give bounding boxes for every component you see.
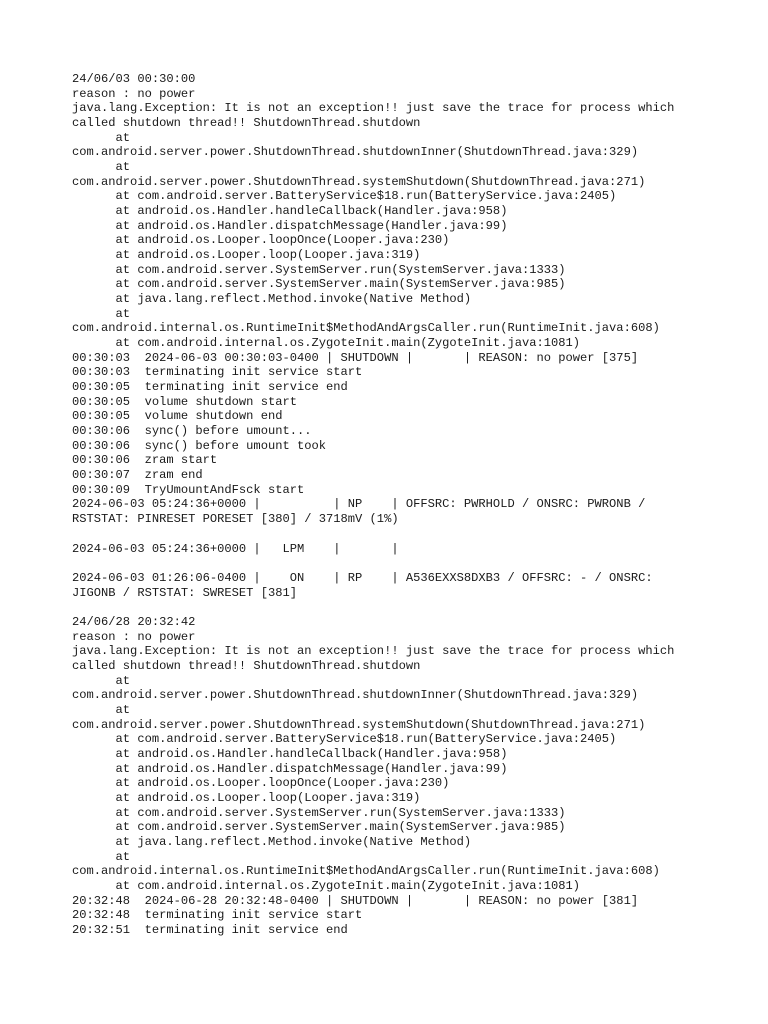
log-line: com.android.server.power.ShutdownThread.systemShutdown(ShutdownThread.java:271)	[72, 174, 646, 189]
log-line: called shutdown thread!! ShutdownThread.shutdown	[72, 116, 421, 131]
log-line: 24/06/03 00:30:00	[72, 72, 196, 86]
log-line: at android.os.Handler.handleCallback(Handler.java:958)	[72, 746, 508, 761]
log-line: 00:30:07 zram end	[72, 468, 203, 483]
log-document	[72, 72, 712, 938]
log-line: at java.lang.reflect.Method.invoke(Native Method)	[72, 292, 472, 307]
log-line: com.android.server.power.ShutdownThread.shutdownInner(ShutdownThread.java:329)	[72, 688, 639, 703]
log-line: at android.os.Looper.loopOnce(Looper.java:230)	[72, 233, 450, 248]
log-line: 00:30:06 sync() before umount took	[72, 438, 327, 453]
log-line: at com.android.server.BatteryService$18.run(BatteryService.java:2405)	[72, 732, 617, 747]
log-line: 20:32:48 terminating init service start	[72, 908, 363, 923]
log-line: 00:30:03 terminating init service start	[72, 365, 363, 380]
log-line: at	[72, 673, 131, 688]
log-line: called shutdown thread!! ShutdownThread.shutdown	[72, 658, 421, 673]
log-line: 20:32:51 terminating init service end	[72, 922, 348, 937]
log-line: java.lang.Exception: It is not an exception!! just save the trace for process which	[72, 101, 675, 116]
log-line: at android.os.Handler.dispatchMessage(Handler.java:99)	[72, 761, 508, 776]
log-line: at com.android.server.SystemServer.run(SystemServer.java:1333)	[72, 805, 566, 820]
log-line: at com.android.server.SystemServer.main(SystemServer.java:985)	[72, 277, 566, 292]
log-line: com.android.server.power.ShutdownThread.systemShutdown(ShutdownThread.java:271)	[72, 717, 646, 732]
log-line: 00:30:05 volume shutdown start	[72, 394, 297, 409]
log-line: com.android.server.power.ShutdownThread.shutdownInner(ShutdownThread.java:329)	[72, 145, 639, 160]
log-line: at android.os.Handler.dispatchMessage(Handler.java:99)	[72, 218, 508, 233]
log-line: reason : no power	[72, 86, 196, 101]
log-line: at android.os.Looper.loop(Looper.java:319)	[72, 790, 421, 805]
log-line: at com.android.internal.os.ZygoteInit.main(ZygoteInit.java:1081)	[72, 336, 581, 351]
log-line: RSTSTAT: PINRESET PORESET [380] / 3718mV (1%)	[72, 512, 399, 527]
log-line	[72, 600, 712, 615]
log-line: 00:30:09 TryUmountAndFsck start	[72, 482, 305, 497]
log-line: 2024-06-03 05:24:36+0000 | LPM | |	[72, 541, 399, 556]
log-line: com.android.internal.os.RuntimeInit$MethodAndArgsCaller.run(RuntimeInit.java:608)	[72, 864, 660, 879]
log-line: at	[72, 849, 131, 864]
log-line: at	[72, 306, 131, 321]
log-line: at	[72, 160, 131, 175]
log-line: 00:30:03 2024-06-03 00:30:03-0400 | SHUTDOWN | | REASON: no power [375]	[72, 350, 639, 365]
log-line	[72, 527, 712, 542]
log-line: at android.os.Looper.loopOnce(Looper.java:230)	[72, 776, 450, 791]
log-line: com.android.internal.os.RuntimeInit$MethodAndArgsCaller.run(RuntimeInit.java:608)	[72, 321, 660, 336]
log-line: 00:30:05 terminating init service end	[72, 380, 348, 395]
log-line: at com.android.server.SystemServer.run(SystemServer.java:1333)	[72, 262, 566, 277]
log-line: reason : no power	[72, 629, 196, 644]
log-line: 2024-06-03 01:26:06-0400 | ON | RP | A536EXXS8DXB3 / OFFSRC: - / ONSRC:	[72, 570, 653, 585]
log-line: at	[72, 130, 131, 145]
log-line: at java.lang.reflect.Method.invoke(Native Method)	[72, 834, 472, 849]
log-line: 00:30:06 sync() before umount...	[72, 424, 312, 439]
log-line: at com.android.server.SystemServer.main(SystemServer.java:985)	[72, 820, 566, 835]
log-line: java.lang.Exception: It is not an exception!! just save the trace for process which	[72, 644, 675, 659]
log-line: 2024-06-03 05:24:36+0000 | | NP | OFFSRC: PWRHOLD / ONSRC: PWRONB /	[72, 497, 646, 512]
log-line: JIGONB / RSTSTAT: SWRESET [381]	[72, 585, 297, 600]
log-line: 20:32:48 2024-06-28 20:32:48-0400 | SHUTDOWN | | REASON: no power [381]	[72, 893, 639, 908]
log-line: at	[72, 702, 131, 717]
log-line: at com.android.internal.os.ZygoteInit.main(ZygoteInit.java:1081)	[72, 878, 581, 893]
log-line: at android.os.Handler.handleCallback(Handler.java:958)	[72, 204, 508, 219]
log-line	[72, 556, 712, 571]
log-line: 00:30:05 volume shutdown end	[72, 409, 283, 424]
log-line: at android.os.Looper.loop(Looper.java:319)	[72, 248, 421, 263]
log-line: 00:30:06 zram start	[72, 453, 218, 468]
log-line: at com.android.server.BatteryService$18.run(BatteryService.java:2405)	[72, 189, 617, 204]
log-line: 24/06/28 20:32:42	[72, 614, 196, 629]
